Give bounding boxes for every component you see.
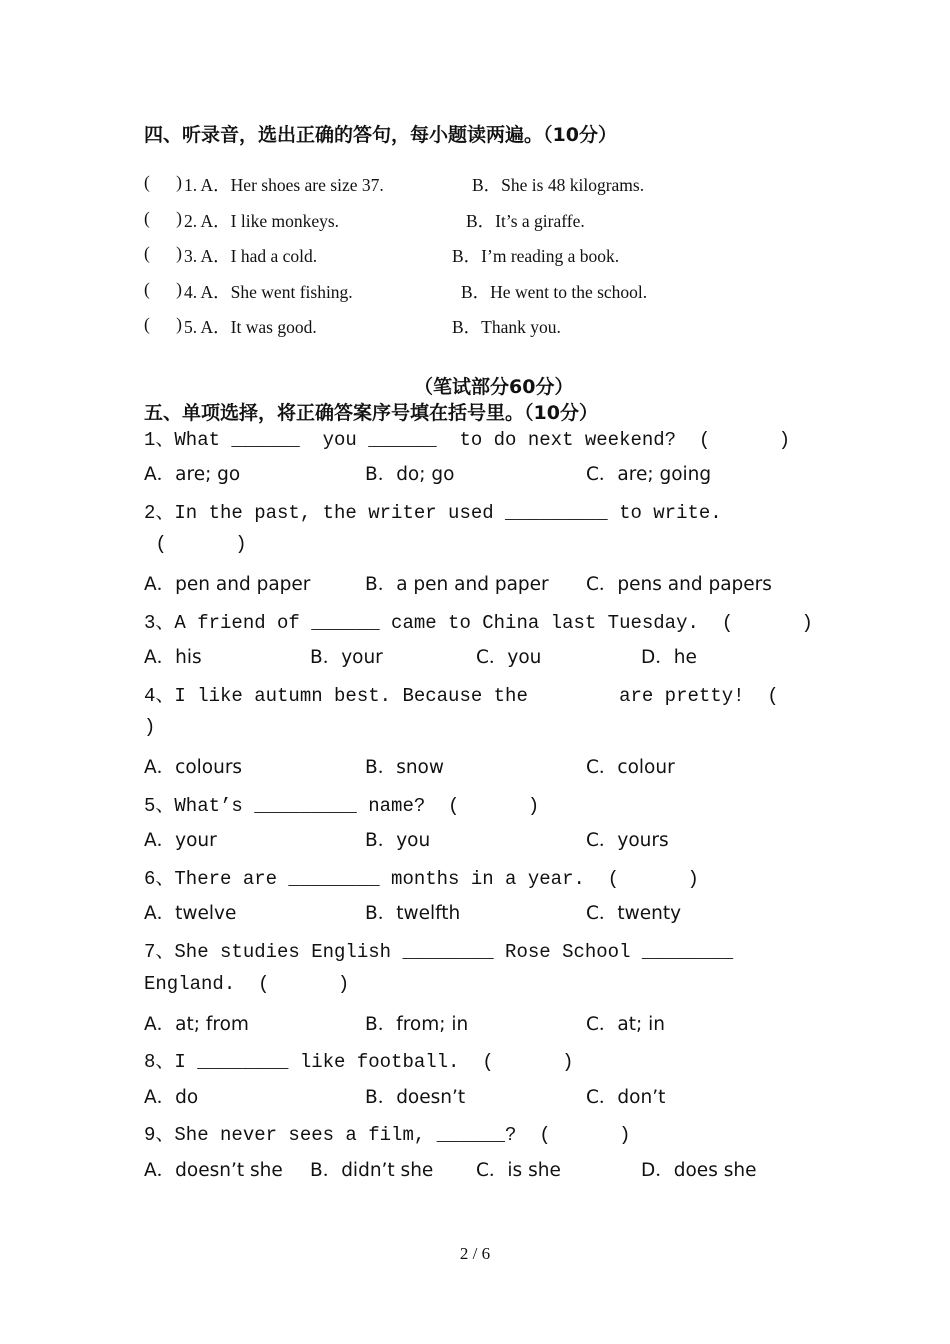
question-option: D．he [641, 647, 697, 668]
question-text: 2、In the past, the writer used _________ to write. [144, 502, 722, 524]
listen-item-option-b: B．I’m reading a book. [452, 246, 620, 266]
question-option: C．twenty [586, 903, 682, 924]
listen-item-paren: ( ) [144, 208, 182, 228]
page-number: 2 / 6 [459, 1244, 491, 1263]
question-text: 5、What’s _________ name? ( ) [144, 795, 540, 817]
listen-item-stem: 4. A．She went fishing. [184, 282, 353, 302]
section4-title: 四、听录音，选出正确的答句，每小题读两遍。（10分） [144, 124, 617, 146]
question-option: C．colour [586, 757, 675, 778]
question-option: A．twelve [144, 903, 237, 924]
question-option: B．doesn’t [365, 1087, 466, 1108]
question-option: C．pens and papers [586, 574, 772, 595]
question-option: A．are; go [144, 464, 241, 485]
question-option: C．are; going [586, 464, 712, 485]
question-text: 7、She studies English ________ Rose School ________ [144, 941, 734, 963]
question-option: A．your [144, 830, 217, 851]
listen-item-stem: 5. A．It was good. [184, 317, 317, 337]
question-text-continued: ( ) [144, 533, 247, 555]
question-option: B．didn’t she [310, 1160, 434, 1181]
question-option: B．snow [365, 757, 445, 778]
listen-item-paren: ( ) [144, 314, 182, 334]
listen-item-stem: 1. A．Her shoes are size 37. [184, 175, 384, 195]
question-option: C．at; in [586, 1014, 665, 1035]
question-text: 8、I ________ like football. ( ) [144, 1051, 574, 1073]
question-text: 4、I like autumn best. Because the are pretty! ( [144, 685, 779, 707]
question-option: A．pen and paper [144, 574, 311, 595]
listen-item-option-b: B．She is 48 kilograms. [472, 175, 645, 195]
question-option: B．do; go [365, 464, 455, 485]
listen-item-option-b: B．It’s a giraffe. [466, 211, 585, 231]
listen-item-option-b: B．Thank you. [452, 317, 561, 337]
question-text: 3、A friend of ______ came to China last Tuesday. ( ) [144, 612, 813, 634]
question-text: 9、She never sees a film, ______? ( ) [144, 1124, 631, 1146]
question-option: B．your [310, 647, 383, 668]
question-text-continued: ) [144, 716, 156, 738]
listen-item-stem: 2. A．I like monkeys. [184, 211, 340, 231]
question-option: B．a pen and paper [365, 574, 549, 595]
question-option: C．yours [586, 830, 669, 851]
question-option: C．don’t [586, 1087, 666, 1108]
listen-item-paren: ( ) [144, 172, 182, 192]
question-text: 1、What ______ you ______ to do next weekend? ( ) [144, 429, 791, 451]
question-text: 6、There are ________ months in a year. ( ) [144, 868, 699, 890]
question-option: A．at; from [144, 1014, 249, 1035]
listen-item-option-b: B．He went to the school. [461, 282, 648, 302]
question-option: A．doesn’t she [144, 1160, 283, 1181]
question-option: B．you [365, 830, 431, 851]
question-text-continued: England. ( ) [144, 973, 350, 995]
question-option: B．from; in [365, 1014, 469, 1035]
question-option: C．you [476, 647, 542, 668]
written-part-label: （笔试部分60分） [414, 376, 574, 398]
listen-item-paren: ( ) [144, 279, 182, 299]
question-option: A．his [144, 647, 202, 668]
listen-item-stem: 3. A．I had a cold. [184, 246, 318, 266]
question-option: A．colours [144, 757, 243, 778]
question-option: C．is she [476, 1160, 561, 1181]
listen-item-paren: ( ) [144, 243, 182, 263]
question-option: B．twelfth [365, 903, 461, 924]
section5-title: 五、单项选择，将正确答案序号填在括号里。（10分） [144, 402, 598, 424]
question-option: D．does she [641, 1160, 757, 1181]
question-option: A．do [144, 1087, 199, 1108]
